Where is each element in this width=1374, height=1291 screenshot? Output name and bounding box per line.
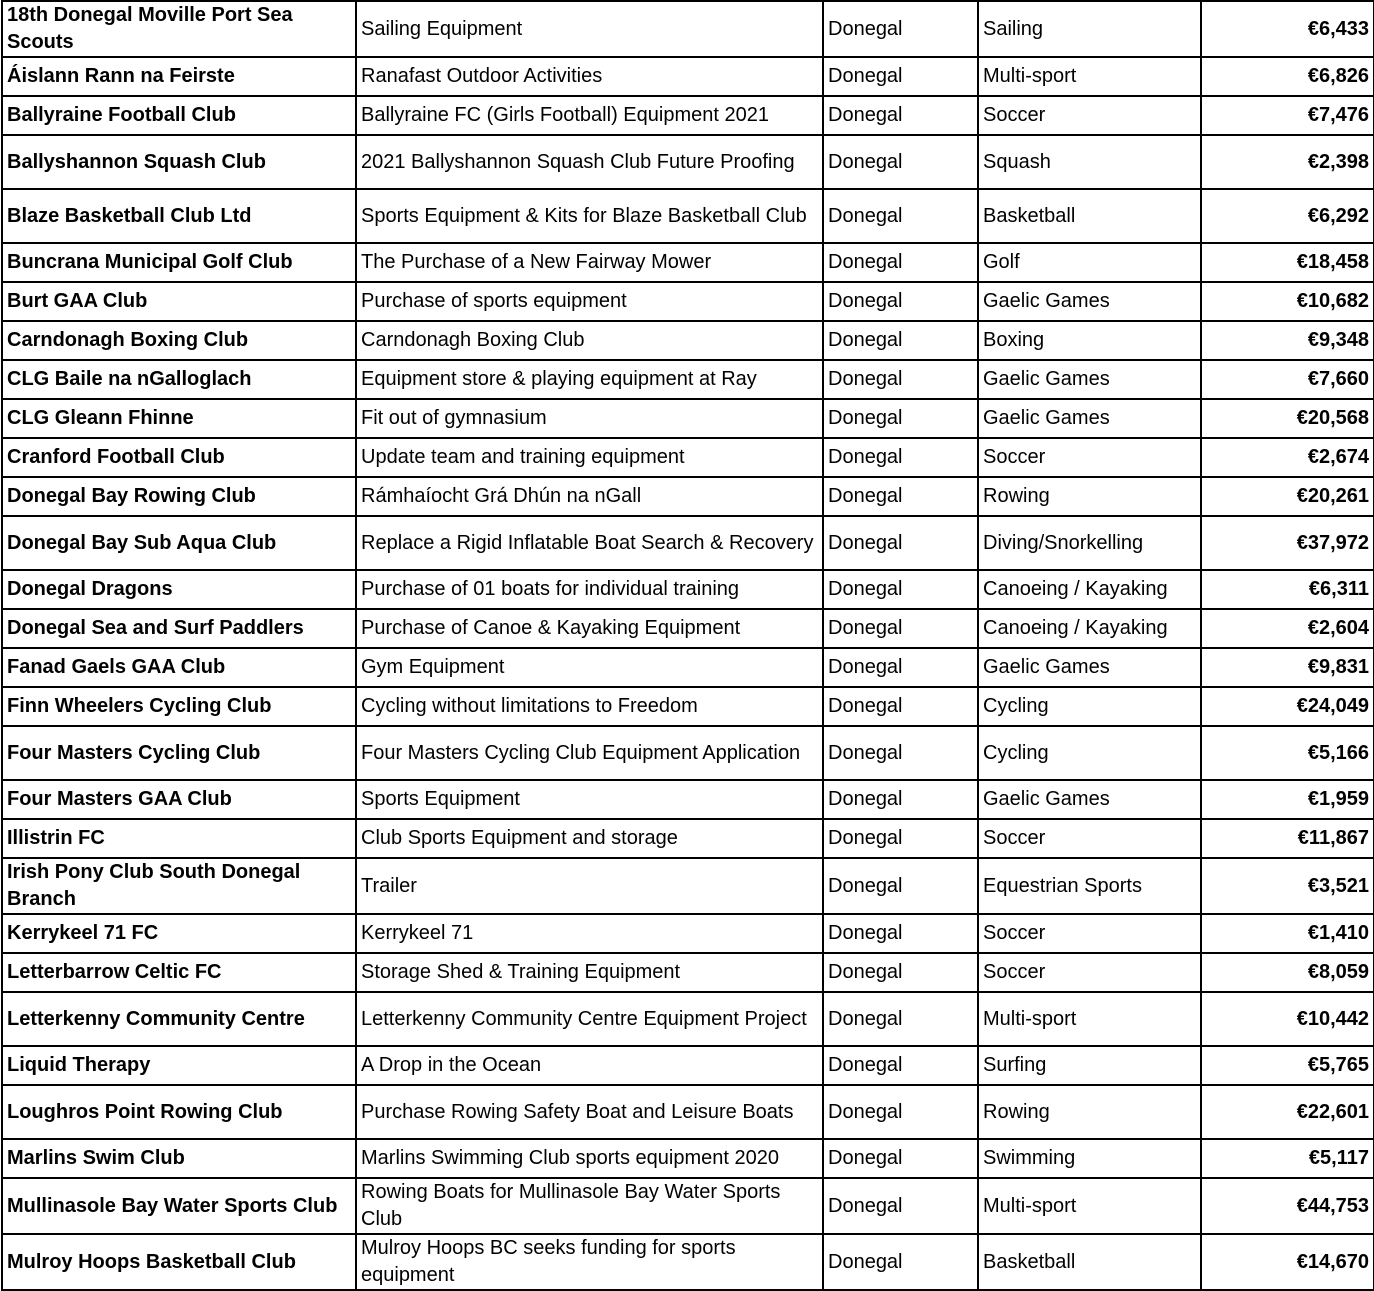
sport-cell: Golf [978, 243, 1201, 282]
project-cell: Rowing Boats for Mullinasole Bay Water Sports Club [356, 1178, 823, 1234]
county-cell: Donegal [823, 726, 978, 780]
project-cell: Sailing Equipment [356, 1, 823, 57]
club-name-cell: Donegal Dragons [2, 570, 356, 609]
table-row [2, 477, 1374, 516]
table-row [2, 516, 1374, 570]
sport-cell: Canoeing / Kayaking [978, 609, 1201, 648]
sport-cell: Boxing [978, 321, 1201, 360]
sport-cell: Basketball [978, 189, 1201, 243]
club-name-cell: Four Masters GAA Club [2, 780, 356, 819]
county-cell: Donegal [823, 819, 978, 858]
table-row [2, 438, 1374, 477]
sport-cell: Multi-sport [978, 57, 1201, 96]
club-name-cell: Four Masters Cycling Club [2, 726, 356, 780]
table-row [2, 135, 1374, 189]
table-row [2, 282, 1374, 321]
amount-cell: €6,826 [1201, 57, 1374, 96]
amount-cell: €22,601 [1201, 1085, 1374, 1139]
county-cell: Donegal [823, 992, 978, 1046]
county-cell: Donegal [823, 189, 978, 243]
club-name-cell: Áislann Rann na Feirste [2, 57, 356, 96]
amount-cell: €6,292 [1201, 189, 1374, 243]
county-cell: Donegal [823, 96, 978, 135]
county-cell: Donegal [823, 1, 978, 57]
table-row [2, 1178, 1374, 1234]
county-cell: Donegal [823, 321, 978, 360]
sport-cell: Rowing [978, 477, 1201, 516]
table-row [2, 1139, 1374, 1178]
table-row [2, 360, 1374, 399]
grants-table [1, 0, 1374, 1291]
project-cell: Equipment store & playing equipment at Ray [356, 360, 823, 399]
sport-cell: Gaelic Games [978, 282, 1201, 321]
project-cell: Update team and training equipment [356, 438, 823, 477]
table-row [2, 609, 1374, 648]
club-name-cell: Donegal Sea and Surf Paddlers [2, 609, 356, 648]
club-name-cell: Kerrykeel 71 FC [2, 914, 356, 953]
amount-cell: €24,049 [1201, 687, 1374, 726]
sport-cell: Surfing [978, 1046, 1201, 1085]
sport-cell: Swimming [978, 1139, 1201, 1178]
county-cell: Donegal [823, 1234, 978, 1290]
amount-cell: €2,398 [1201, 135, 1374, 189]
table-row [2, 96, 1374, 135]
club-name-cell: Loughros Point Rowing Club [2, 1085, 356, 1139]
club-name-cell: Finn Wheelers Cycling Club [2, 687, 356, 726]
county-cell: Donegal [823, 609, 978, 648]
project-cell: Purchase of sports equipment [356, 282, 823, 321]
county-cell: Donegal [823, 516, 978, 570]
amount-cell: €6,433 [1201, 1, 1374, 57]
table-row [2, 399, 1374, 438]
club-name-cell: Donegal Bay Sub Aqua Club [2, 516, 356, 570]
club-name-cell: Irish Pony Club South Donegal Branch [2, 858, 356, 914]
sport-cell: Multi-sport [978, 1178, 1201, 1234]
table-row [2, 992, 1374, 1046]
table-row [2, 57, 1374, 96]
county-cell: Donegal [823, 57, 978, 96]
table-row [2, 1085, 1374, 1139]
sport-cell: Equestrian Sports [978, 858, 1201, 914]
sport-cell: Soccer [978, 96, 1201, 135]
club-name-cell: CLG Gleann Fhinne [2, 399, 356, 438]
club-name-cell: Carndonagh Boxing Club [2, 321, 356, 360]
amount-cell: €1,959 [1201, 780, 1374, 819]
table-row [2, 648, 1374, 687]
table-row [2, 570, 1374, 609]
table-row [2, 243, 1374, 282]
amount-cell: €2,604 [1201, 609, 1374, 648]
county-cell: Donegal [823, 1178, 978, 1234]
sport-cell: Sailing [978, 1, 1201, 57]
club-name-cell: Fanad Gaels GAA Club [2, 648, 356, 687]
table-row [2, 1046, 1374, 1085]
project-cell: 2021 Ballyshannon Squash Club Future Proofing [356, 135, 823, 189]
sport-cell: Diving/Snorkelling [978, 516, 1201, 570]
project-cell: Purchase of Canoe & Kayaking Equipment [356, 609, 823, 648]
table-row [2, 687, 1374, 726]
county-cell: Donegal [823, 914, 978, 953]
project-cell: Ballyraine FC (Girls Football) Equipment 2021 [356, 96, 823, 135]
county-cell: Donegal [823, 648, 978, 687]
club-name-cell: Blaze Basketball Club Ltd [2, 189, 356, 243]
sport-cell: Soccer [978, 438, 1201, 477]
county-cell: Donegal [823, 360, 978, 399]
project-cell: Sports Equipment [356, 780, 823, 819]
club-name-cell: Buncrana Municipal Golf Club [2, 243, 356, 282]
club-name-cell: Ballyraine Football Club [2, 96, 356, 135]
sport-cell: Basketball [978, 1234, 1201, 1290]
county-cell: Donegal [823, 477, 978, 516]
project-cell: Gym Equipment [356, 648, 823, 687]
project-cell: Replace a Rigid Inflatable Boat Search & Recovery [356, 516, 823, 570]
table-row [2, 953, 1374, 992]
amount-cell: €11,867 [1201, 819, 1374, 858]
club-name-cell: Illistrin FC [2, 819, 356, 858]
table-row [2, 914, 1374, 953]
project-cell: Trailer [356, 858, 823, 914]
sport-cell: Multi-sport [978, 992, 1201, 1046]
project-cell: Ranafast Outdoor Activities [356, 57, 823, 96]
club-name-cell: CLG Baile na nGalloglach [2, 360, 356, 399]
sport-cell: Soccer [978, 953, 1201, 992]
table-row [2, 780, 1374, 819]
county-cell: Donegal [823, 1139, 978, 1178]
project-cell: Letterkenny Community Centre Equipment Project [356, 992, 823, 1046]
amount-cell: €7,476 [1201, 96, 1374, 135]
amount-cell: €5,166 [1201, 726, 1374, 780]
project-cell: Fit out of gymnasium [356, 399, 823, 438]
sport-cell: Soccer [978, 819, 1201, 858]
amount-cell: €5,765 [1201, 1046, 1374, 1085]
amount-cell: €5,117 [1201, 1139, 1374, 1178]
club-name-cell: Cranford Football Club [2, 438, 356, 477]
amount-cell: €6,311 [1201, 570, 1374, 609]
sport-cell: Gaelic Games [978, 399, 1201, 438]
club-name-cell: Marlins Swim Club [2, 1139, 356, 1178]
club-name-cell: Mulroy Hoops Basketball Club [2, 1234, 356, 1290]
county-cell: Donegal [823, 858, 978, 914]
sport-cell: Soccer [978, 914, 1201, 953]
amount-cell: €2,674 [1201, 438, 1374, 477]
sport-cell: Gaelic Games [978, 648, 1201, 687]
project-cell: Marlins Swimming Club sports equipment 2020 [356, 1139, 823, 1178]
amount-cell: €8,059 [1201, 953, 1374, 992]
county-cell: Donegal [823, 570, 978, 609]
county-cell: Donegal [823, 1085, 978, 1139]
county-cell: Donegal [823, 687, 978, 726]
club-name-cell: Letterbarrow Celtic FC [2, 953, 356, 992]
sport-cell: Cycling [978, 687, 1201, 726]
club-name-cell: Ballyshannon Squash Club [2, 135, 356, 189]
sport-cell: Squash [978, 135, 1201, 189]
amount-cell: €14,670 [1201, 1234, 1374, 1290]
club-name-cell: Letterkenny Community Centre [2, 992, 356, 1046]
sport-cell: Gaelic Games [978, 780, 1201, 819]
county-cell: Donegal [823, 399, 978, 438]
grants-table-body [2, 1, 1374, 1290]
project-cell: Sports Equipment & Kits for Blaze Basketball Club [356, 189, 823, 243]
table-row [2, 1234, 1374, 1290]
sport-cell: Rowing [978, 1085, 1201, 1139]
sport-cell: Gaelic Games [978, 360, 1201, 399]
county-cell: Donegal [823, 135, 978, 189]
amount-cell: €10,682 [1201, 282, 1374, 321]
county-cell: Donegal [823, 953, 978, 992]
amount-cell: €9,831 [1201, 648, 1374, 687]
county-cell: Donegal [823, 1046, 978, 1085]
project-cell: Purchase of 01 boats for individual training [356, 570, 823, 609]
table-row [2, 321, 1374, 360]
county-cell: Donegal [823, 243, 978, 282]
county-cell: Donegal [823, 282, 978, 321]
sport-cell: Canoeing / Kayaking [978, 570, 1201, 609]
county-cell: Donegal [823, 780, 978, 819]
table-row [2, 726, 1374, 780]
project-cell: Mulroy Hoops BC seeks funding for sports equipment [356, 1234, 823, 1290]
club-name-cell: Liquid Therapy [2, 1046, 356, 1085]
table-row [2, 189, 1374, 243]
project-cell: Storage Shed & Training Equipment [356, 953, 823, 992]
project-cell: Purchase Rowing Safety Boat and Leisure Boats [356, 1085, 823, 1139]
table-row [2, 819, 1374, 858]
amount-cell: €3,521 [1201, 858, 1374, 914]
amount-cell: €7,660 [1201, 360, 1374, 399]
project-cell: Carndonagh Boxing Club [356, 321, 823, 360]
amount-cell: €20,261 [1201, 477, 1374, 516]
amount-cell: €44,753 [1201, 1178, 1374, 1234]
amount-cell: €18,458 [1201, 243, 1374, 282]
project-cell: The Purchase of a New Fairway Mower [356, 243, 823, 282]
amount-cell: €37,972 [1201, 516, 1374, 570]
amount-cell: €20,568 [1201, 399, 1374, 438]
project-cell: Club Sports Equipment and storage [356, 819, 823, 858]
project-cell: Kerrykeel 71 [356, 914, 823, 953]
amount-cell: €10,442 [1201, 992, 1374, 1046]
club-name-cell: Donegal Bay Rowing Club [2, 477, 356, 516]
club-name-cell: Burt GAA Club [2, 282, 356, 321]
amount-cell: €9,348 [1201, 321, 1374, 360]
project-cell: Four Masters Cycling Club Equipment Application [356, 726, 823, 780]
project-cell: Cycling without limitations to Freedom [356, 687, 823, 726]
sport-cell: Cycling [978, 726, 1201, 780]
club-name-cell: 18th Donegal Moville Port Sea Scouts [2, 1, 356, 57]
amount-cell: €1,410 [1201, 914, 1374, 953]
table-row [2, 1, 1374, 57]
county-cell: Donegal [823, 438, 978, 477]
project-cell: A Drop in the Ocean [356, 1046, 823, 1085]
club-name-cell: Mullinasole Bay Water Sports Club [2, 1178, 356, 1234]
project-cell: Rámhaíocht Grá Dhún na nGall [356, 477, 823, 516]
table-row [2, 858, 1374, 914]
